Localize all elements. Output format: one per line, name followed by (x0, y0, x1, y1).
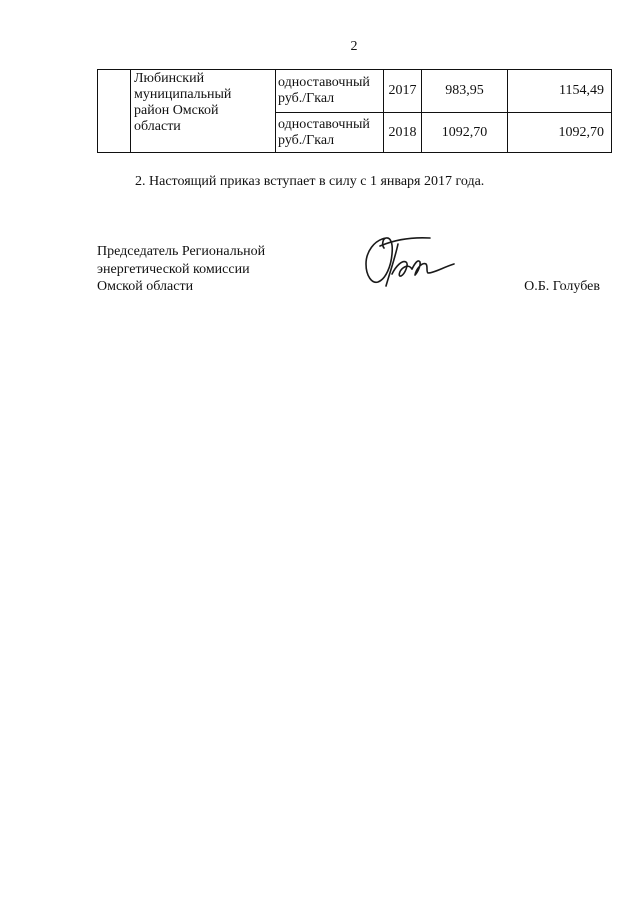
table-row (98, 70, 612, 113)
position-line: Председатель Региональной (97, 244, 266, 259)
table-cell-blank (98, 70, 131, 153)
tariff-type: одноставочный (278, 116, 370, 132)
district-line: муниципальный (134, 87, 232, 102)
tariff-unit: руб./Гкал (278, 132, 335, 148)
tariff-value-cell: 983,95 (422, 70, 508, 113)
tariff-value-cell: 1092,70 (422, 113, 508, 153)
page-number: 2 (350, 39, 358, 54)
tariff-unit: руб./Гкал (278, 91, 335, 106)
year-cell: 2018 (384, 113, 422, 153)
tariff-type: одноставочный (278, 75, 370, 90)
tariff-table (97, 69, 612, 153)
district-line: Любинский (134, 71, 205, 86)
signatory-position (97, 243, 265, 296)
year-cell: 2017 (384, 70, 422, 113)
position-line: энергетической комиссии (97, 261, 250, 277)
district-line: области (134, 119, 181, 134)
tariff-value-cell: 1092,70 (508, 113, 612, 153)
signatory-name: О.Б. Голубев (524, 279, 600, 294)
order-clause: 2. Настоящий приказ вступает в силу с 1 января 2017 года. (135, 174, 485, 189)
tariff-value-cell: 1154,49 (508, 70, 612, 113)
tariff-type-cell (276, 113, 384, 153)
district-cell (131, 70, 276, 153)
position-line: Омской области (97, 279, 194, 294)
district-line: район Омской (134, 103, 219, 118)
handwritten-signature (358, 232, 460, 292)
tariff-type-cell (276, 70, 384, 113)
